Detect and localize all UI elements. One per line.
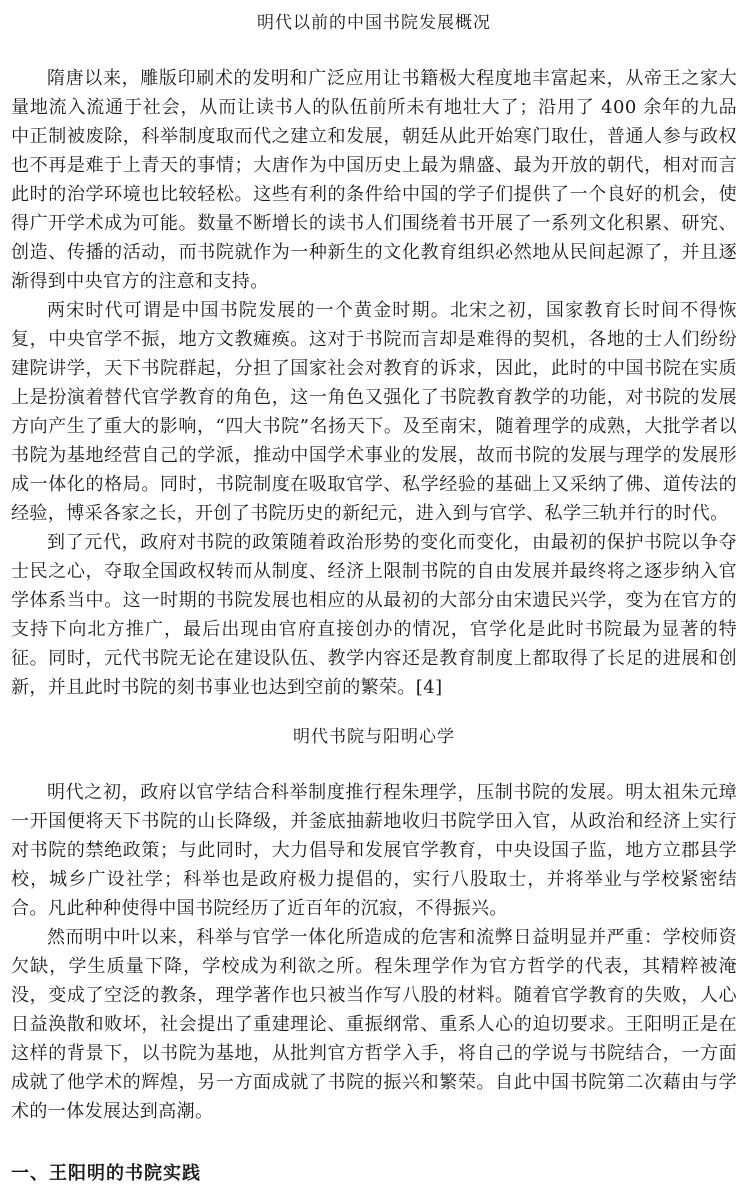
paragraph-song: 两宋时代可谓是中国书院发展的一个黄金时期。北宋之初，国家教育长时间不得恢复，中央官学不振，地方文教瘫痪。这对于书院而言却是难得的契机，各地的士人们纷纷建院讲学，天下书院群起，分担了国家社会对教育的诉求，因此，此时的中国书院在实质上是扮演着替代官学教育的角色，这一角色又强化了书院教育教学的功能，对书院的发展方向产生了重大的影响，“四大书院”名扬天下。及至南宋，随着理学的成熟，大批学者以书院为基地经营自己的学派，推动中国学术事业的发展，故而书院的发展与理学的发展形成一体化的格局。同时，书院制度在吸取官学、私学经验的基础上又采纳了佛、道传法的经验，博采各家之长，开创了书院历史的新纪元，进入到与官学、私学三轨并行的时代。	[11, 300, 737, 524]
chapter-heading: 一、王阳明的书院实践	[11, 1163, 201, 1184]
section-title-ming-academies-yangming: 明代书院与阳明心学	[293, 727, 455, 747]
section-title-pre-ming-academies: 明代以前的中国书院发展概况	[257, 13, 491, 33]
paragraph-yuan: 到了元代，政府对书院的政策随着政治形势的变化而变化，由最初的保护书院以争夺士民之心，夺取全国政权转而从制度、经济上限制书院的自由发展并最终将之逐步纳入官学体系当中。这一时期的书院发展也相应的从最初的大部分由宋遗民兴学，变为在官方的支持下向北方推广，最后出现由官府直接创办的情况，官学化是此时书院最为显著的特征。同时，元代书院无论在建设队伍、教学内容还是教育制度上都取得了长足的进展和创新，并且此时书院的刻书事业也达到空前的繁荣。[4]	[11, 532, 737, 698]
paragraph-mid-ming: 然而明中叶以来，科举与官学一体化所造成的危害和流弊日益明显并严重：学校师资欠缺，学生质量下降，学校成为利欲之所。程朱理学作为官方哲学的代表，其精粹被淹没，变成了空泛的教条，理学著作也只被当作写八股的材料。随着官学教育的失败，人心日益涣散和败坏，社会提出了重建理论、重振纲常、重系人心的迫切要求。王阳明正是在这样的背景下，以书院为基地，从批判官方哲学入手，将自己的学说与书院结合，一方面成就了他学术的辉煌，另一方面成就了书院的振兴和繁荣。自此中国书院第二次藉由与学术的一体发展达到高潮。	[11, 927, 737, 1122]
paragraph-sui-tang: 隋唐以来，雕版印刷术的发明和广泛应用让书籍极大程度地丰富起来，从帝王之家大量地流入流通于社会，从而让读书人的队伍前所未有地壮大了；沿用了 400 余年的九品中正制被废除，科举制度取而代之建立和发展，朝廷从此开始寒门取仕，普通人参与政权也不再是难于上青天的事情；大唐作为中国历史上最为鼎盛、最为开放的朝代，相对而言此时的治学环境也比较轻松。这些有利的条件给中国的学子们提供了一个良好的机会，使得广开学术成为可能。数量不断增长的读书人们围绕着书开展了一系列文化积累、研究、创造、传播的活动，而书院就作为一种新生的文化教育组织必然地从民间起源了，并且逐渐得到中央官方的注意和支持。	[11, 68, 737, 292]
paragraph-early-ming: 明代之初，政府以官学结合科举制度推行程朱理学，压制书院的发展。明太祖朱元璋一开国便将天下书院的山长降级，并釜底抽薪地收归书院学田入官，从政治和经济上实行对书院的禁绝政策；与此同时，大力倡导和发展官学教育，中央设国子监，地方立郡县学校，城乡广设社学；科举也是政府极力提倡的，实行八股取士，并将举业与学校紧密结合。凡此种种使得中国书院经历了近百年的沉寂，不得振兴。	[11, 782, 737, 919]
